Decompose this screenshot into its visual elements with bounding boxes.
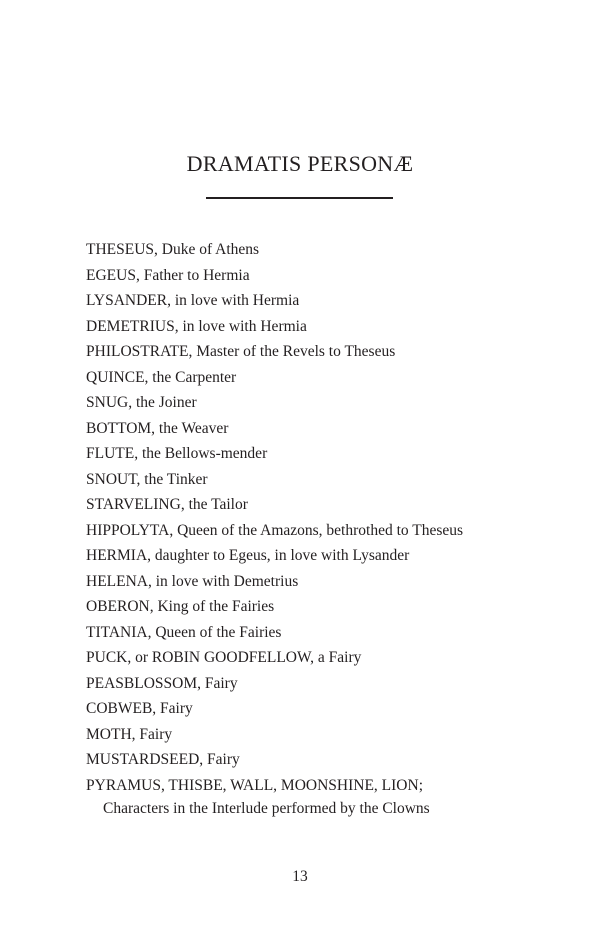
cast-item-snout: SNOUT, the Tinker	[86, 470, 208, 488]
cast-item-quince: QUINCE, the Carpenter	[86, 368, 237, 386]
cast-item-philostrate: PHILOSTRATE, Master of the Revels to Theseus	[86, 343, 396, 360]
cast-item-theseus: THESEUS, Duke of Athens	[86, 241, 260, 258]
cast-list	[86, 237, 566, 820]
cast-item-cobweb: COBWEB, Fairy	[86, 700, 193, 717]
cast-item-hermia: HERMIA, daughter to Egeus, in love with Lysander	[86, 547, 410, 564]
cast-item-egeus: EGEUS, Father to Hermia	[86, 266, 250, 284]
cast-item-interlude	[86, 773, 566, 821]
page-number: 13	[292, 868, 308, 885]
cast-item-flute: FLUTE, the Bellows-mender	[86, 445, 268, 462]
cast-item-bottom: BOTTOM, the Weaver	[86, 419, 229, 437]
cast-item-lysander: LYSANDER, in love with Hermia	[86, 292, 300, 309]
cast-item-interlude-description: Characters in the Interlude performed by the Clowns	[103, 800, 430, 817]
cast-item-oberon: OBERON, King of the Fairies	[86, 598, 275, 615]
cast-item-helena: HELENA, in love with Demetrius	[86, 572, 299, 590]
cast-item-interlude-names: PYRAMUS, THISBE, WALL, MOONSHINE, LION;	[86, 776, 423, 794]
cast-item-peasblossom: PEASBLOSSOM, Fairy	[86, 674, 238, 692]
cast-item-moth: MOTH, Fairy	[86, 725, 173, 743]
cast-item-hippolyta: HIPPOLYTA, Queen of the Amazons, bethrothed to Theseus	[86, 521, 464, 539]
cast-item-snug: SNUG, the Joiner	[86, 394, 197, 411]
cast-item-titania: TITANIA, Queen of the Fairies	[86, 623, 282, 641]
cast-item-demetrius: DEMETRIUS, in love with Hermia	[86, 317, 307, 335]
cast-item-puck: PUCK, or ROBIN GOODFELLOW, a Fairy	[86, 649, 362, 666]
cast-item-starveling: STARVELING, the Tailor	[86, 496, 248, 513]
title-rule	[206, 197, 393, 199]
cast-item-mustardseed: MUSTARDSEED, Fairy	[86, 751, 240, 768]
page-title: DRAMATIS PERSONÆ	[186, 151, 414, 176]
